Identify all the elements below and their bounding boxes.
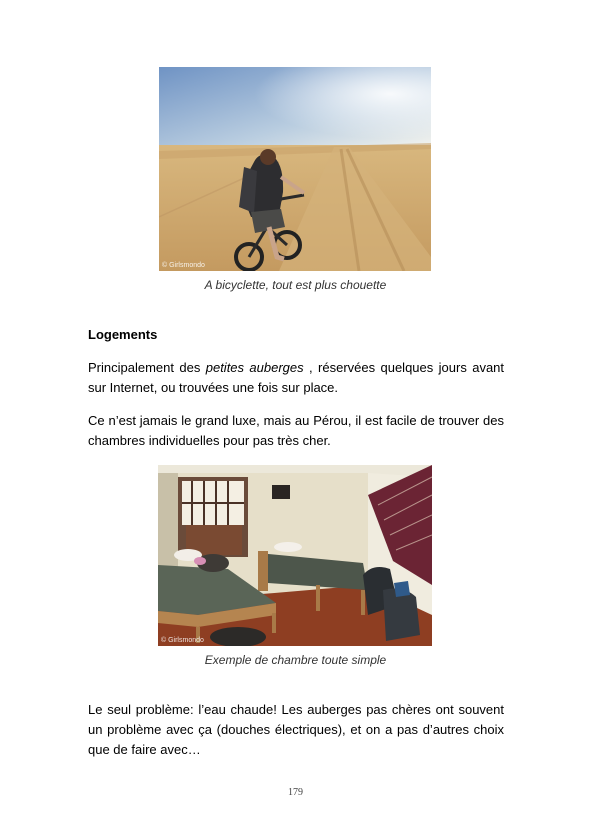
figure-caption: Exemple de chambre toute simple (204, 653, 387, 667)
paragraph: Ce n’est jamais le grand luxe, mais au Pérou, il est facile de trouver des chambres individuelles pour pas très cher. (88, 413, 504, 448)
desert-cycling-photo (159, 67, 431, 271)
page-number: 179 (288, 787, 303, 798)
hostel-room-photo (158, 465, 432, 646)
emphasis-text: petites auberges (205, 360, 304, 375)
paragraph: Principalement des petites auberges , réservées quelques jours avant sur Internet, ou trouvées une fois sur place. (88, 360, 505, 395)
figure-caption: A bicyclette, tout est plus chouette (204, 278, 387, 292)
paragraph: Le seul problème: l’eau chaude! Les auberges pas chères ont souvent un problème avec ça (douches électriques), et on a pas d’autres choix que de faire avec… (88, 702, 504, 757)
photo-watermark: © Girlsmondo (162, 262, 205, 269)
section-heading: Logements (88, 327, 158, 342)
photo-watermark: © Girlsmondo (161, 637, 204, 644)
